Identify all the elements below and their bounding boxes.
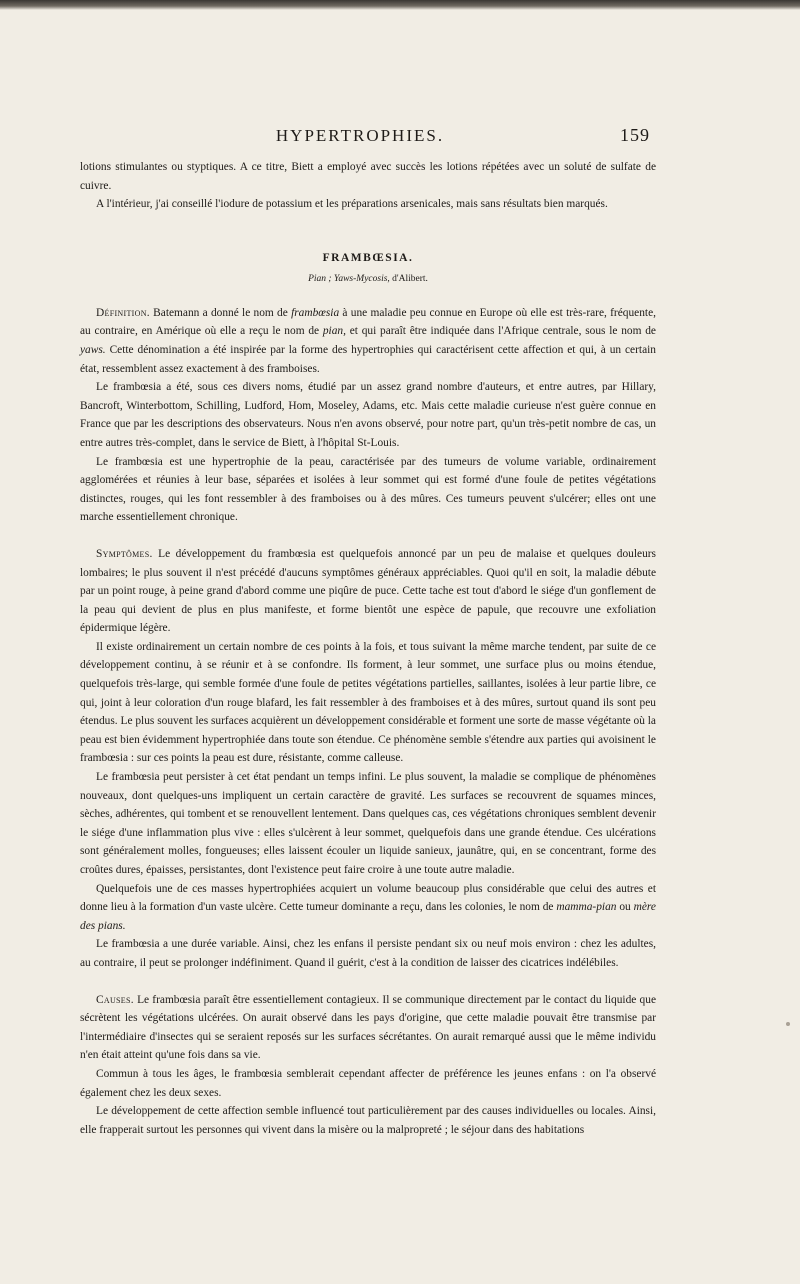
symptoms-text-4a: Quelquefois une de ces masses hypertrophiées acquiert un volume beaucoup plus considérable que celui des autres et donne lieu à la formation d'un vaste ulcère. Cette tumeur dominante a reçu, dans les colonies, le nom de bbox=[80, 882, 656, 914]
synonyms-rest: , d'Alibert. bbox=[387, 273, 428, 284]
causes-paragraph-2: Commun à tous les âges, le frambœsia semblerait cependant affecter de préférence les jeunes enfans : on l'a observé également chez les deux sexes. bbox=[80, 1067, 656, 1099]
term-yaws: yaws. bbox=[80, 343, 106, 356]
definition-paragraph-1 bbox=[80, 304, 656, 378]
definition-text-c: et qui paraît être indiquée dans l'Afrique centrale, sous le nom de bbox=[345, 325, 656, 338]
symptoms-text-1: Le développement du frambœsia est quelquefois annoncé par un peu de malaise et quelques douleurs lombaires; le plus souvent il n'est précédé d'aucuns symptômes généraux appréciables. Quoi qu'il en soit, la maladie débute par un point rouge, à peine grand d'abord comme une piqûre de puce. Cette tache est tout d'abord le siége d'un gonflement de la peau qui devient de plus en plus manifeste, et forme bientôt une espèce de papule, que recouvre une exfoliation épidermique légère. bbox=[80, 547, 656, 635]
page-number: 159 bbox=[620, 125, 650, 145]
intro-paragraph-1: lotions stimulantes ou styptiques. A ce titre, Biett a employé avec succès les lotions répétées avec un soluté de sulfate de cuivre. bbox=[80, 161, 656, 192]
page-top-edge bbox=[0, 0, 800, 10]
causes-paragraph-3: Le développement de cette affection semble influencé tout particulièrement par des causes individuelles ou locales. Ainsi, elle frapperait surtout les personnes qui vivent dans la misère ou la malpropreté ; le séjour dans des habitations bbox=[80, 1105, 656, 1136]
section-synonyms bbox=[80, 274, 656, 284]
running-head bbox=[80, 120, 656, 150]
symptoms-paragraph-4 bbox=[80, 880, 656, 936]
symptoms-paragraph-5: Le frambœsia a une durée variable. Ainsi, chez les enfans il persiste pendant six ou neuf mois environ : chez les adultes, au contraire, il peut se prolonger indéfiniment. Quand il guérit, c'est à la condition de laisser des cicatrices indélébiles. bbox=[80, 938, 656, 969]
running-title: HYPERTROPHIES. bbox=[275, 126, 445, 145]
definition-paragraph-3: Le frambœsia est une hypertrophie de la peau, caractérisée par des tumeurs de volume variable, ordinairement agglomérées et réunies à leur base, séparées et isolées à leur sommet qui est formé d'une foule de petites végétations distinctes, rouges, qui les font ressembler à des framboises ou à des mûres. Ces tumeurs peuvent s'ulcérer; elles ont une marche essentiellement chronique. bbox=[80, 455, 656, 524]
definition-label: Définition. bbox=[96, 306, 150, 319]
definition-paragraph-2: Le frambœsia a été, sous ces divers noms, étudié par un assez grand nombre d'auteurs, et entre autres, par Hillary, Bancroft, Winterbottom, Schilling, Ludford, Hom, Moseley, Adams, etc. Mais cette maladie curieuse n'est guère connue en France que par les descriptions des observateurs. Nous n'en avons observé, pour notre part, qu'un très-petit nombre de cas, un entre autres très-complet, dans le service de Biett, à l'hôpital St-Louis. bbox=[80, 381, 656, 449]
symptoms-paragraph-2: Il existe ordinairement un certain nombre de ces points à la fois, et tous suivant la même marche tendent, par suite de ce développement continu, à se réunir et à se confondre. Ils forment, à leur sommet, une surface plus ou moins étendue, quelquefois très-large, qui semble formée d'une foule de petites végétations partielles, saillantes, isolées à leur partie libre, ce qui, joint à leur coloration d'un rouge blafard, les fait ressembler à des framboises et à des mûres, surtout quand ils sont peu étendus. Le plus souvent les surfaces acquièrent un développement considérable et forment une sorte de masse végétante où la peau est bien évidemment hypertrophiée dans toute son étendue. Ce phénomène semble s'étendre aux parties qui avoisinent le frambœsia : sur ces points la peau est dure, résistante, comme calleuse. bbox=[80, 640, 656, 765]
symptoms-label: Symptômes. bbox=[96, 547, 153, 560]
definition-text-b: à une maladie peu connue en Europe où elle est très-rare, fréquente, au contraire, en Amérique où elle a reçu le nom de bbox=[80, 306, 656, 338]
symptoms-text-4b: ou bbox=[616, 901, 634, 914]
document-page bbox=[80, 120, 656, 1139]
term-mere-des-pians: mère des pians. bbox=[80, 901, 656, 932]
symptoms-paragraph-3: Le frambœsia peut persister à cet état pendant un temps infini. Le plus souvent, la maladie se complique de phénomènes nouveaux, dont quelques-uns impliquent un certain caractère de gravité. Les surfaces se recouvrent de squames minces, sèches, adhérentes, qui tombent et se renouvellent lentement. Dans quelques cas, ces végétations chroniques semblent devenir le siége d'une inflammation plus vive : elles s'ulcèrent à leur sommet, quelquefois dans une grande étendue. Ces ulcérations sont généralement molles, fongueuses; elles laissent écouler un liquide sanieux, jaunâtre, qui, en se concentrant, forme des croûtes dures, épaisses, persistantes, dont l'existence peut faire croire à une toute autre maladie. bbox=[80, 771, 656, 876]
synonyms-italic: Pian ; Yaws-Mycosis bbox=[308, 273, 388, 284]
definition-text-a: Batemann a donné le nom de bbox=[149, 306, 292, 319]
causes-paragraph-1 bbox=[80, 991, 656, 1065]
symptoms-paragraph-1 bbox=[80, 545, 656, 638]
paper-speck bbox=[786, 1022, 790, 1026]
causes-text-1: Le frambœsia paraît être essentiellement contagieux. Il se communique directement par le contact du liquide que sécrètent les végétations ulcérées. On aurait observé dans les pays d'origine, que cette maladie pouvait être transmise par l'intermédiaire d'insectes qui se seraient reposés sur les surfaces sécrétantes. On aurait remarqué aussi que le même individu n'en était atteint qu'une fois dans sa vie. bbox=[80, 993, 656, 1062]
causes-label: Causes. bbox=[96, 993, 134, 1006]
section-title: FRAMBŒSIA. bbox=[322, 251, 414, 264]
term-mamma-pian: mamma-pian bbox=[556, 901, 617, 914]
term-framboesia: frambœsia bbox=[291, 306, 340, 319]
definition-text-d: Cette dénomination a été inspirée par la forme des hypertrophies qui caractérisent cette affection et qui, à un certain état, ressemblent assez exactement à des framboises. bbox=[80, 343, 656, 375]
intro-paragraph-2: A l'intérieur, j'ai conseillé l'iodure de potassium et les préparations arsenicales, mais sans résultats bien marqués. bbox=[96, 198, 608, 211]
term-pian: pian, bbox=[322, 325, 346, 338]
